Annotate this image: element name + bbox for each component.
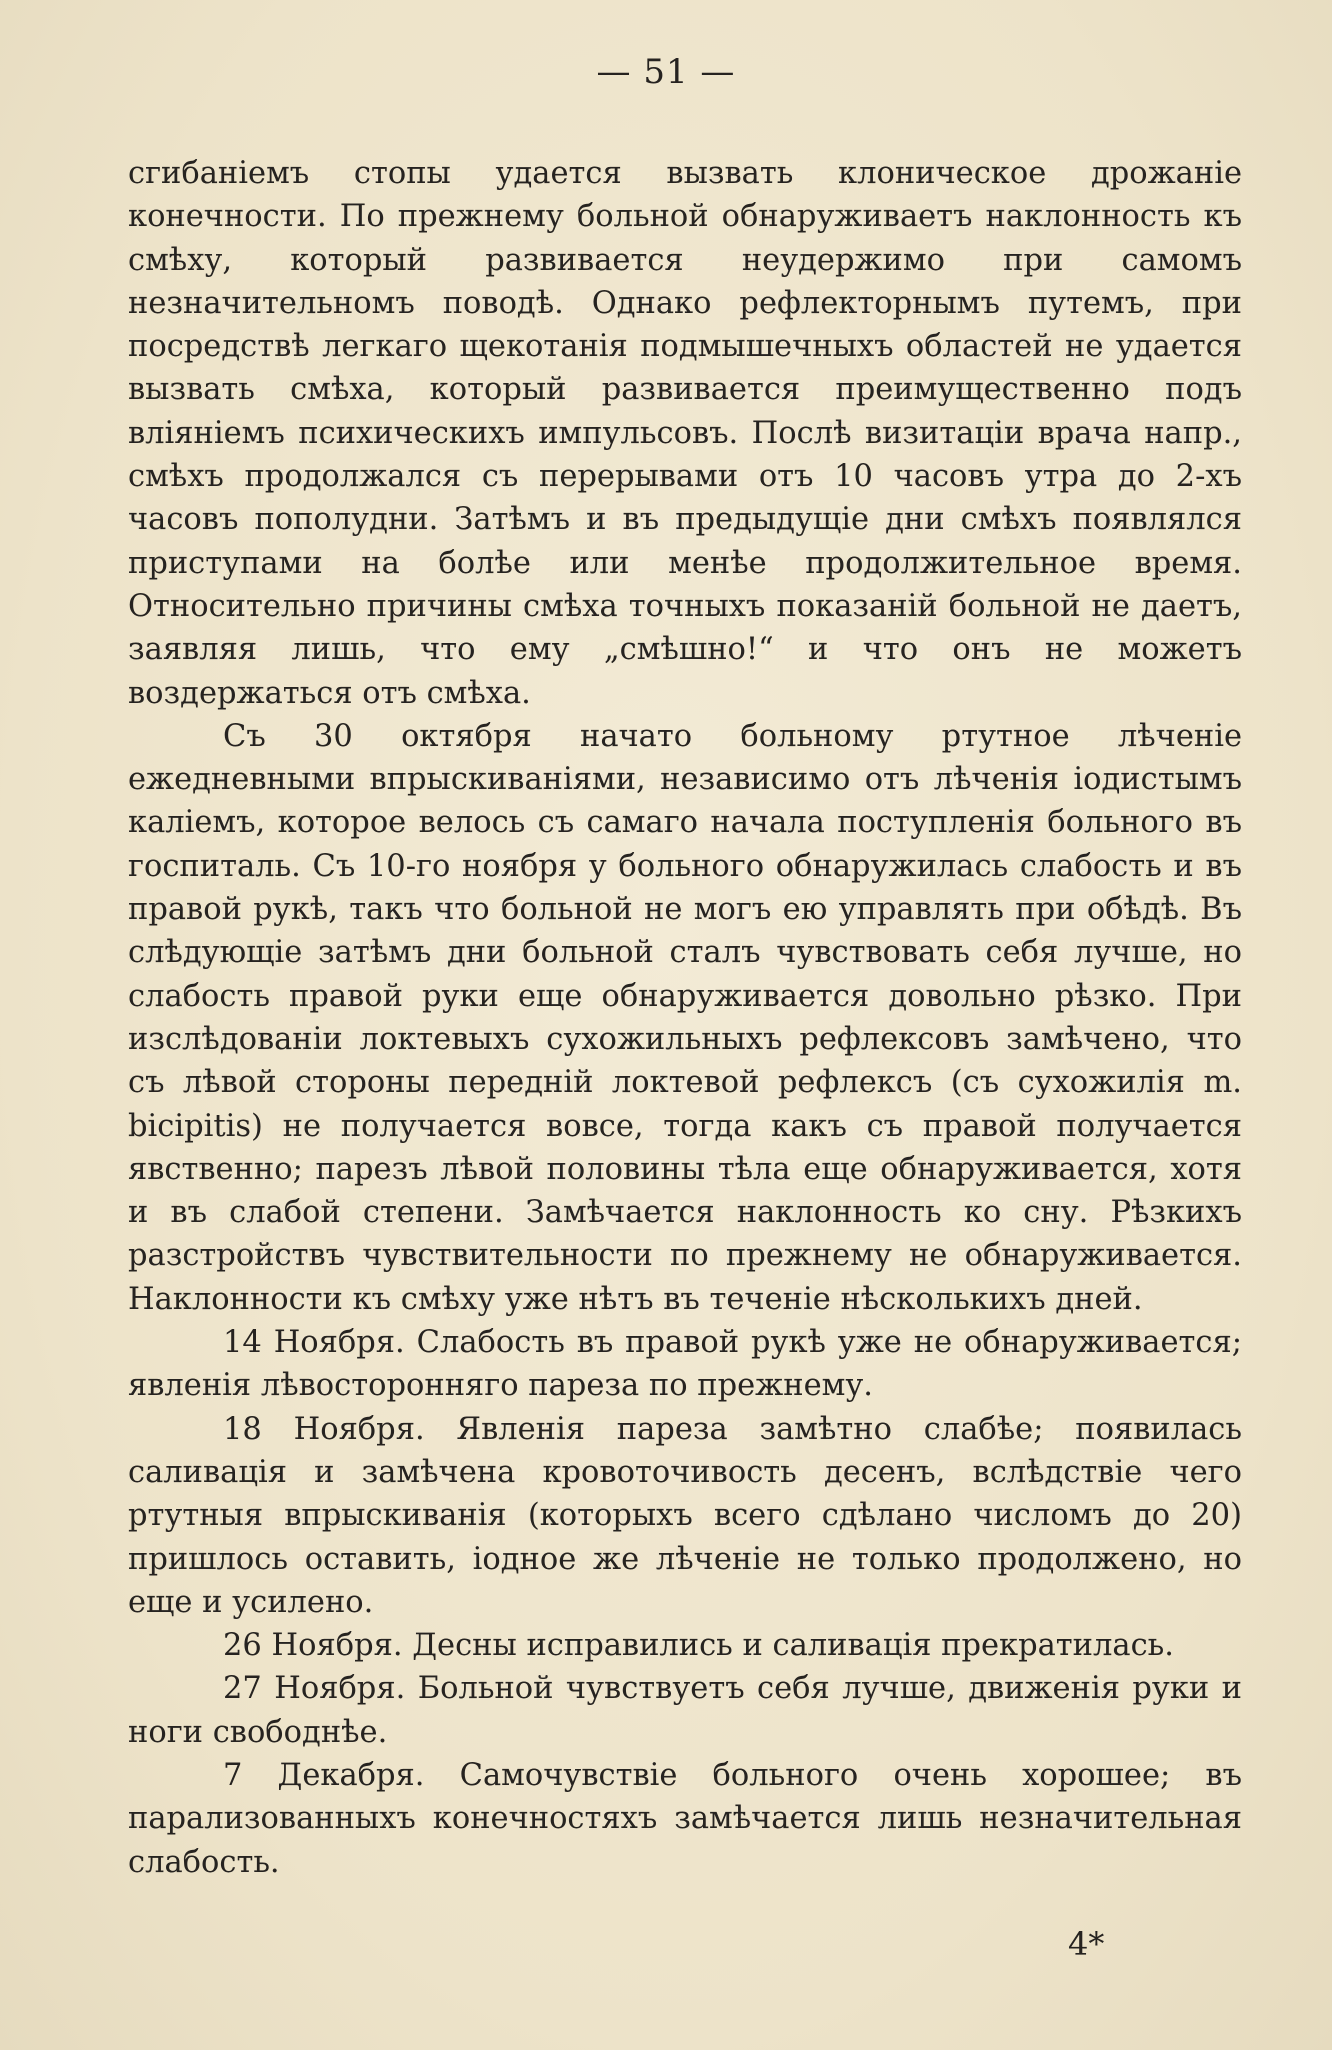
body-text xyxy=(128,152,1242,1884)
printer-signature-mark: 4* xyxy=(1068,1925,1105,1963)
paragraph-october-treatment: Съ 30 октября начато больному ртутное лѣченіе ежедневными впрыскиваніями, независимо отъ лѣченія іодистымъ каліемъ, которое велось съ самаго начала поступленія больного въ госпиталь. Съ 10-го ноября у больного обнаружилась слабость и въ правой рукѣ, такъ что больной не могъ ею управлять при обѣдѣ. Въ слѣдующіе затѣмъ дни больной сталъ чувствовать себя лучше, но слабость правой руки еще обнаруживается довольно рѣзко. При изслѣдованіи локтевыхъ сухожильныхъ рефлексовъ замѣчено, что съ лѣвой стороны передній локтевой рефлексъ (съ сухожилія m. bicipitis) не получается вовсе, тогда какъ съ правой получается явственно; парезъ лѣвой половины тѣла еще обнаруживается, хотя и въ слабой степени. Замѣчается наклонность ко сну. Рѣзкихъ разстройствъ чувствительности по прежнему не обнаруживается. Наклонности къ смѣху уже нѣтъ въ теченіе нѣсколькихъ дней. xyxy=(128,718,1242,1317)
paragraph-continuation: сгибаніемъ стопы удается вызвать клоническое дрожаніе конечности. По прежнему больной обнаруживаетъ наклонность къ смѣху, который развивается неудержимо при самомъ незначительномъ поводѣ. Однако рефлекторнымъ путемъ, при посредствѣ легкаго щекотанія подмышечныхъ областей не удается вызвать смѣха, который развивается преимущественно подъ вліяніемъ психическихъ импульсовъ. Послѣ визитаціи врача напр., смѣхъ продолжался съ перерывами отъ 10 часовъ утра до 2-хъ часовъ пополудни. Затѣмъ и въ предыдущіе дни смѣхъ появлялся приступами на болѣе или менѣе продолжительное время. Относительно причины смѣха точныхъ показаній больной не даетъ, заявляя лишь, что ему „смѣшно!“ и что онъ не можетъ воздержаться отъ смѣха. xyxy=(128,156,1242,711)
paragraph-nov-14: 14 Ноября. Слабость въ правой рукѣ уже не обнаруживается; явленія лѣвосторонняго пареза по прежнему. xyxy=(128,1325,1242,1404)
paragraph-nov-26: 26 Ноября. Десны исправились и саливація прекратилась. xyxy=(223,1628,1174,1664)
paragraph-dec-7: 7 Декабря. Самочувствіе больного очень хорошее; въ парализованныхъ конечностяхъ замѣчается лишь незначительная слабость. xyxy=(128,1757,1242,1880)
paragraph-nov-27: 27 Ноября. Больной чувствуетъ себя лучше, движенія руки и ноги свободнѣе. xyxy=(128,1671,1242,1750)
paragraph-nov-18: 18 Ноября. Явленія пареза замѣтно слабѣе; появилась саливація и замѣчена кровоточивость десенъ, вслѣдствіе чего ртутныя впрыскиванія (которыхъ всего сдѣлано числомъ до 20) пришлось оставить, іодное же лѣченіе не только продолжено, но еще и усилено. xyxy=(128,1411,1242,1620)
page-number-header: — 51 — xyxy=(596,52,736,92)
